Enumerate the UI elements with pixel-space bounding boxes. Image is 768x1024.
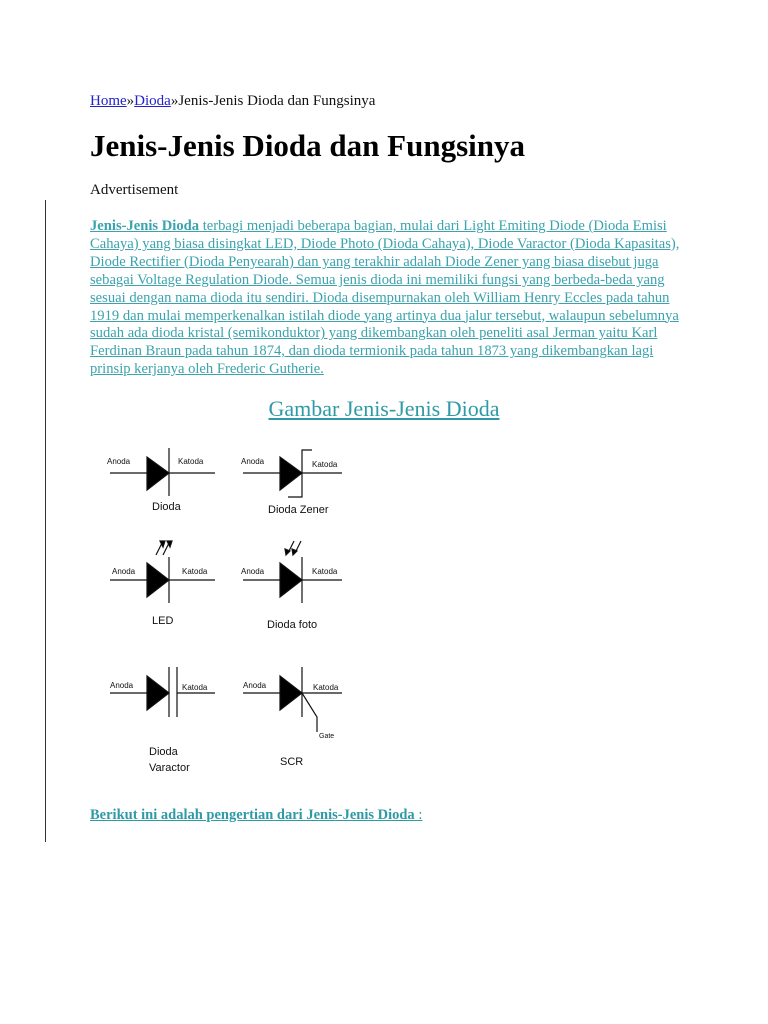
- intro-text: terbagi menjadi beberapa bagian, mulai dari Light Emiting Diode (Dioda Emisi Cahaya) yang biasa disingkat LED, Diode Photo (Dioda Cahaya), Diode Varactor (Dioda Kapasitas), Diode Rectifier (Dioda Penyearah) dan yang terakhir adalah Diode Zener yang biasa disebut juga sebagai Voltage Regulation Diode. Semua jenis dioda ini memiliki fungsi yang berbeda-beda yang sesuai dengan nama dioda itu sendiri. Dioda disempurnakan oleh William Henry Eccles pada tahun 1919 dan mulai memperkenalkan istilah diode yang artinya dua jalur tersebut, walaupun sebelumnya sudah ada dioda kristal (semikonduktor) yang dikembangkan oleh peneliti asal Jerman yaitu Karl Ferdinan Braun pada tahun 1874, dan dioda termionik pada tahun 1873 yang dikembangkan lagi prinsip kerjanya oleh Frederic Gutherie.: [90, 218, 680, 378]
- diode-types-diagram: [90, 440, 370, 785]
- katoda-label: Katoda: [178, 457, 204, 466]
- breadcrumb-home-link[interactable]: Home: [90, 93, 127, 109]
- scr-caption: SCR: [280, 756, 304, 768]
- subheading-colon: :: [414, 807, 423, 823]
- varactor-caption: Varactor: [149, 762, 190, 774]
- diode-symbol: [107, 448, 215, 513]
- subheading-link[interactable]: [90, 807, 422, 824]
- breadcrumb-dioda-link[interactable]: Dioda: [134, 93, 171, 109]
- anoda-label: Anoda: [107, 457, 131, 466]
- dioda-caption: Dioda: [152, 501, 181, 513]
- katoda-label: Katoda: [182, 683, 208, 692]
- katoda-label: Katoda: [312, 567, 338, 576]
- anoda-label: Anoda: [241, 567, 265, 576]
- anoda-label: Anoda: [112, 567, 136, 576]
- katoda-label: Katoda: [312, 460, 338, 469]
- section-title: [0, 396, 768, 422]
- photodiode-caption: Dioda foto: [267, 619, 318, 631]
- varactor-diode-symbol: [110, 667, 215, 774]
- advertisement-label: Advertisement: [90, 182, 179, 198]
- led-symbol: [110, 541, 215, 627]
- breadcrumb: [90, 93, 375, 110]
- breadcrumb-separator: »: [126, 93, 135, 109]
- anoda-label: Anoda: [243, 681, 267, 690]
- katoda-label: Katoda: [313, 683, 339, 692]
- intro-bold: Jenis-Jenis Dioda: [90, 218, 200, 234]
- photodiode-symbol: [241, 541, 342, 631]
- subheading-text: Berikut ini adalah pengertian dari Jenis-Jenis Dioda: [90, 807, 415, 823]
- breadcrumb-separator: »: [170, 93, 179, 109]
- anoda-label: Anoda: [241, 457, 265, 466]
- page-title: Jenis-Jenis Dioda dan Fungsinya: [90, 128, 525, 163]
- katoda-label: Katoda: [182, 567, 208, 576]
- led-caption: LED: [152, 615, 174, 627]
- intro-paragraph-link[interactable]: [90, 218, 680, 379]
- anoda-label: Anoda: [110, 681, 134, 690]
- zener-caption: Dioda Zener: [268, 504, 329, 516]
- gate-label: Gate: [319, 733, 335, 740]
- scr-symbol: [243, 667, 342, 768]
- section-title-text: Gambar Jenis-Jenis Dioda: [268, 396, 500, 421]
- breadcrumb-current: Jenis-Jenis Dioda dan Fungsinya: [178, 93, 376, 109]
- varactor-caption: Dioda: [149, 746, 178, 758]
- left-border-line: [45, 200, 46, 842]
- zener-diode-symbol: [241, 450, 342, 516]
